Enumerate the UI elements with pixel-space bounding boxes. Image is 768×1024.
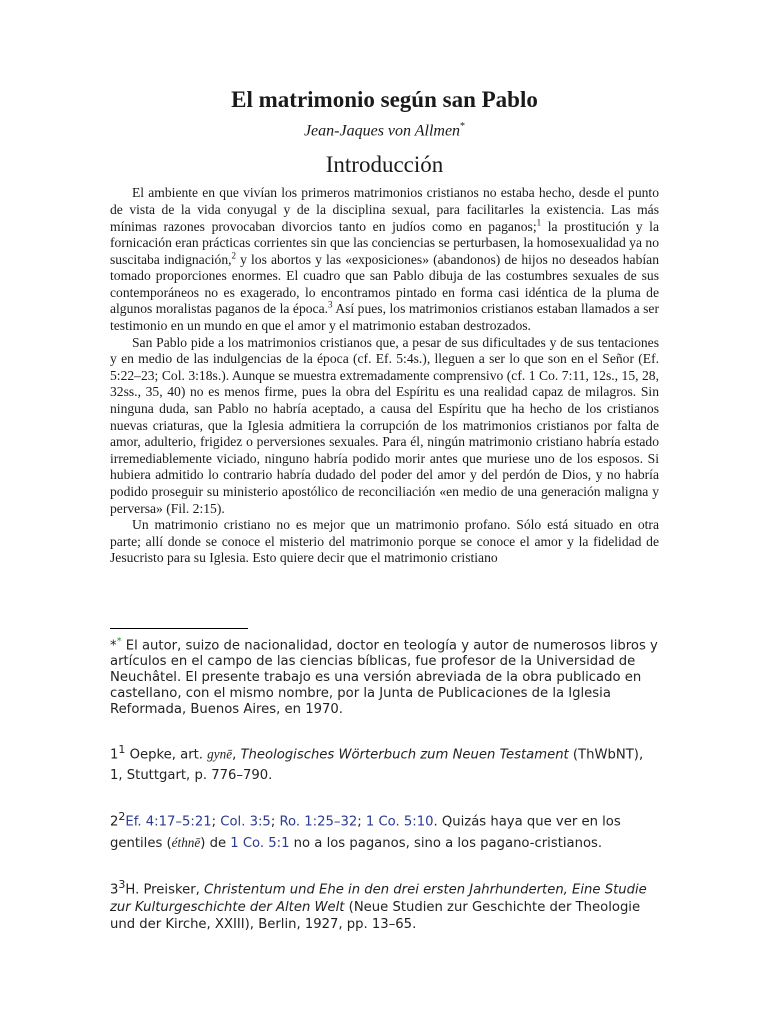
work-title: Theologisches Wörterbuch zum Neuen Testament (240, 747, 569, 763)
footnotes (110, 634, 658, 933)
footnote-2-number: 2 (110, 814, 119, 830)
scripture-link[interactable]: 1 Co. 5:1 (230, 836, 290, 852)
footnote-1-text-b: , (232, 747, 241, 763)
footnote-separator (110, 628, 248, 629)
footnote-2-text-b: ) de (200, 836, 231, 852)
scripture-link[interactable]: 1 Co. 5:10 (365, 814, 434, 830)
author-note-text: El autor, suizo de nacionalidad, doctor en teología y autor de numerosos libros y artículos en el campo de las ciencias bíblicas, fue profesor de la Universidad de Neuchâtel. El presente trabajo es una versión abreviada de la obra publicado en castellano, con el mismo nombre, por la Junta de Publicaciones de la Iglesia Reformada, Buenos Aires, en 1970. (110, 638, 658, 718)
separator: ; (211, 814, 221, 830)
scripture-link[interactable]: Col. 3:5 (220, 814, 271, 830)
paragraph-3: Un matrimonio cristiano no es mejor que un matrimonio profano. Sólo está situado en otra parte; allí donde se conoce el misterio del matrimonio porque se conoce el amor y la fidelidad de Jesucristo para su Iglesia. Esto quiere decir que el matrimonio cristiano (110, 517, 659, 566)
section-heading: Introducción (325, 152, 444, 178)
footnote-1-text-c: (ThWbNT), 1, Stuttgart, p. 776–790. (110, 747, 644, 783)
footnote-1-text-a: Oepke, art. (125, 747, 208, 763)
paragraph-1-text-d: Así pues, los matrimonios cristianos estaban llamados a ser testimonio en un mundo en que el amor y el matrimonio estaban destrozados. (110, 301, 659, 334)
footnote-1-backlink[interactable]: 1 (118, 743, 126, 757)
footnote-ref-3[interactable]: 3 (328, 299, 333, 310)
footnote-1 (110, 740, 658, 785)
footnote-3-backlink[interactable]: 3 (118, 878, 126, 892)
separator: ; (357, 814, 366, 830)
author-note (110, 634, 658, 718)
footnote-2-backlink[interactable]: 2 (118, 809, 126, 823)
footnote-3 (110, 876, 658, 932)
author-footnote-mark[interactable]: * (460, 121, 466, 132)
footnote-2-text-a: . Quizás haya que ver en los gentiles ( (110, 814, 621, 852)
greek-term: gynē (207, 746, 233, 762)
footnote-3-text-a: H. Preisker, (125, 882, 205, 898)
author-name: Jean-Jaques von Allmen (303, 122, 461, 140)
author-line (110, 117, 659, 141)
footnote-3-number: 3 (110, 882, 119, 898)
paragraph-1-text-a: El ambiente en que vivían los primeros matrimonios cristianos no estaba hecho, desde el punto de vista de la vida conyugal y de la disciplina sexual, para facilitarles la existencia. Las más mínimas razones provocaban divorcios tanto en judíos como en paganos; (110, 185, 659, 234)
author-note-mark: * (110, 638, 117, 654)
footnote-3-text-b: (Neue Studien zur Geschichte der Theologie und der Kirche, XXIII), Berlin, 1927, pp. 13–65. (110, 899, 641, 932)
paragraph-1-text-b: la prostitución y la fornicación eran prácticas corrientes sin que las conciencias se perturbasen, la homosexualidad ya no suscitaba indignación, (110, 218, 659, 267)
footnote-ref-2[interactable]: 2 (231, 250, 237, 261)
paragraph-1 (110, 185, 659, 334)
document-title: El matrimonio según san Pablo (231, 87, 538, 112)
separator: ; (270, 814, 280, 830)
work-title: Christentum und Ehe in den drei ersten Jahrhunderten, Eine Studie zur Kulturgeschichte der Alten Welt (110, 882, 647, 915)
footnote-2-text-c: no a los paganos, sino a los pagano-cristianos. (289, 836, 603, 852)
greek-term: éthnē (171, 835, 201, 851)
author-note-link-star[interactable]: * (116, 636, 122, 647)
footnote-2 (110, 806, 658, 854)
scripture-link[interactable]: Ef. 4:17–5:21 (125, 814, 212, 830)
body-text (110, 185, 659, 567)
scripture-link[interactable]: Ro. 1:25–32 (279, 814, 358, 830)
paragraph-2: San Pablo pide a los matrimonios cristianos que, a pesar de sus dificultades y de sus tentaciones y en medio de las indulgencias de la época (cf. Ef. 5:4s.), lleguen a ser lo que son en el Señor (Ef. 5:22–23; Col. 3:18s.). Aunque se muestra extremadamente comprensivo (cf. 1 Co. 7:11, 12s., 15, 28, 32ss., 35, 40) no es menos firme, pues la obra del Espíritu es una realidad capaz de milagros. Sin ninguna duda, san Pablo no habría aceptado, a causa del Espíritu que ha hecho de los cristianos nuevas criaturas, que la Iglesia admitiera la corrupción de los matrimonios cristianos por falta de amor, adulterio, frigidez o perversiones sexuales. Para él, ningún matrimonio cristiano habría estado irremediablemente viciado, ninguno habría podido morir antes que muriese uno de los esposos. Si hubiera admitido lo contrario habría dudado del poder del amor y del perdón de Dios, y no habría podido proseguir su ministerio apostólico de reconciliación «en medio de una generación maligna y perversa» (Fil. 2:15). (110, 334, 659, 516)
document-page (110, 86, 659, 567)
footnote-ref-1[interactable]: 1 (536, 216, 542, 227)
footnote-1-number: 1 (110, 747, 119, 763)
paragraph-1-text-c: y los abortos y las «exposiciones» (abandonos) de hijos no deseados habían tomado proporciones enormes. El cuadro que san Pablo dibuja de las costumbres sexuales de sus contemporáneos no es exagerado, lo encontramos pintado en forma casi idéntica de la pluma de algunos moralistas paganos de la época. (110, 251, 659, 317)
